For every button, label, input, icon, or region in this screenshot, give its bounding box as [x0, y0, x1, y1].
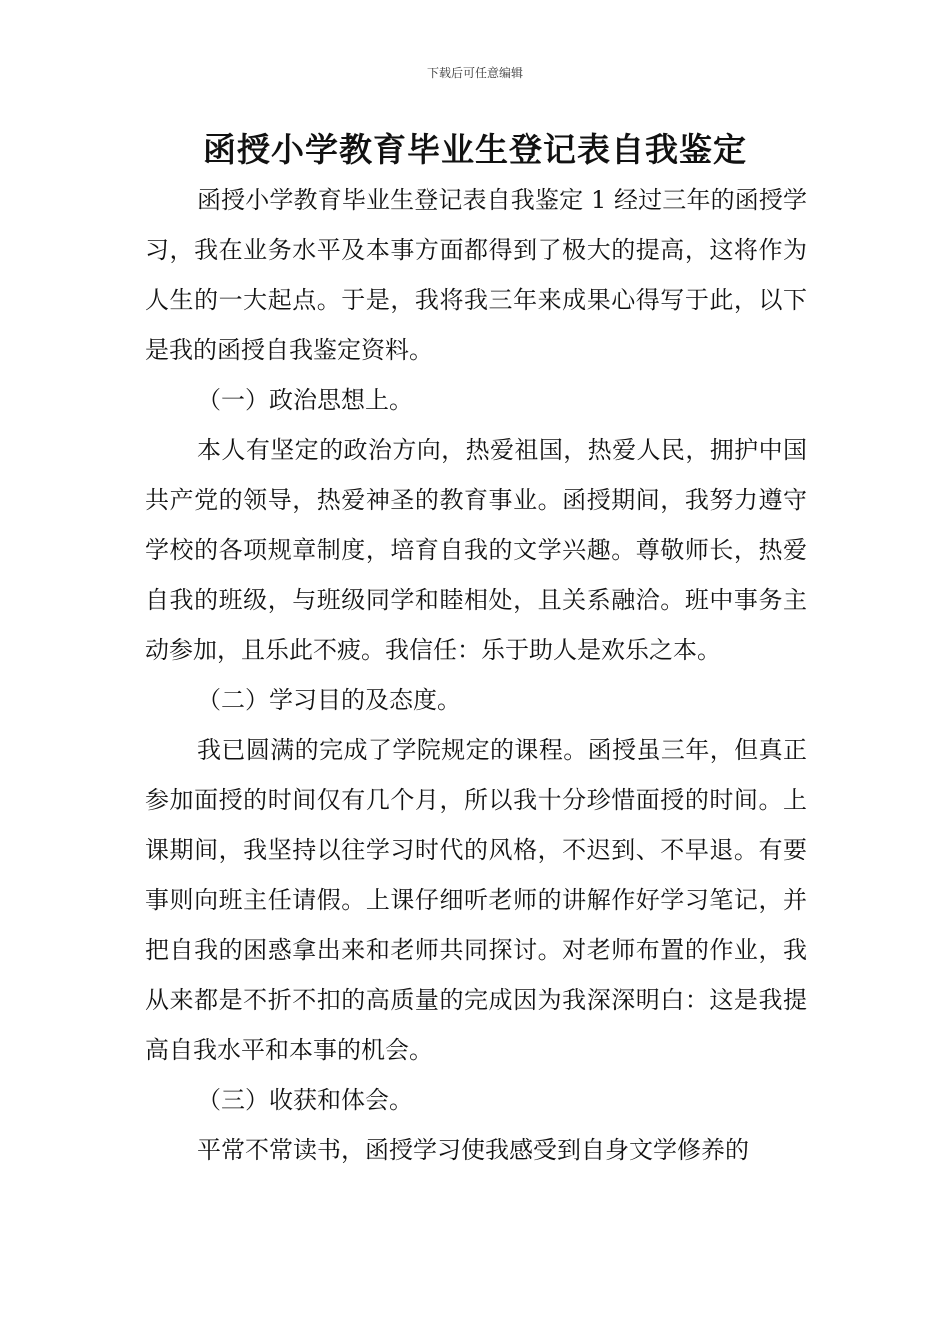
- section-heading-study: （二）学习目的及态度。: [197, 686, 461, 714]
- header-note: 下载后可任意编辑: [426, 66, 523, 80]
- section-heading-gains: （三）收获和体会。: [197, 1086, 413, 1114]
- document-title: 函授小学教育毕业生登记表自我鉴定: [203, 130, 747, 169]
- paragraph-intro: 函授小学教育毕业生登记表自我鉴定 1 经过三年的函授学习，我在业务水平及本事方面都得到了极大的提高，这将作为人生的一大起点。于是，我将我三年来成果心得写于此，以下是我的函授自我鉴定资料。: [145, 186, 807, 364]
- document-body: [145, 175, 807, 1175]
- section-heading-politics: （一）政治思想上。: [197, 386, 413, 414]
- paragraph-gains: 平常不常读书，函授学习使我感受到自身文学修养的: [197, 1136, 749, 1164]
- paragraph-study: 我已圆满的完成了学院规定的课程。函授虽三年，但真正参加面授的时间仅有几个月，所以我十分珍惜面授的时间。上课期间，我坚持以往学习时代的风格，不迟到、不早退。有要事则向班主任请假。上课仔细听老师的讲解作好学习笔记，并把自我的困惑拿出来和老师共同探讨。对老师布置的作业，我从来都是不折不扣的高质量的完成因为我深深明白：这是我提高自我水平和本事的机会。: [145, 736, 807, 1064]
- paragraph-politics: 本人有坚定的政治方向，热爱祖国，热爱人民，拥护中国共产党的领导，热爱神圣的教育事业。函授期间，我努力遵守学校的各项规章制度，培育自我的文学兴趣。尊敬师长，热爱自我的班级，与班级同学和睦相处，且关系融洽。班中事务主动参加，且乐此不疲。我信任：乐于助人是欢乐之本。: [145, 436, 807, 664]
